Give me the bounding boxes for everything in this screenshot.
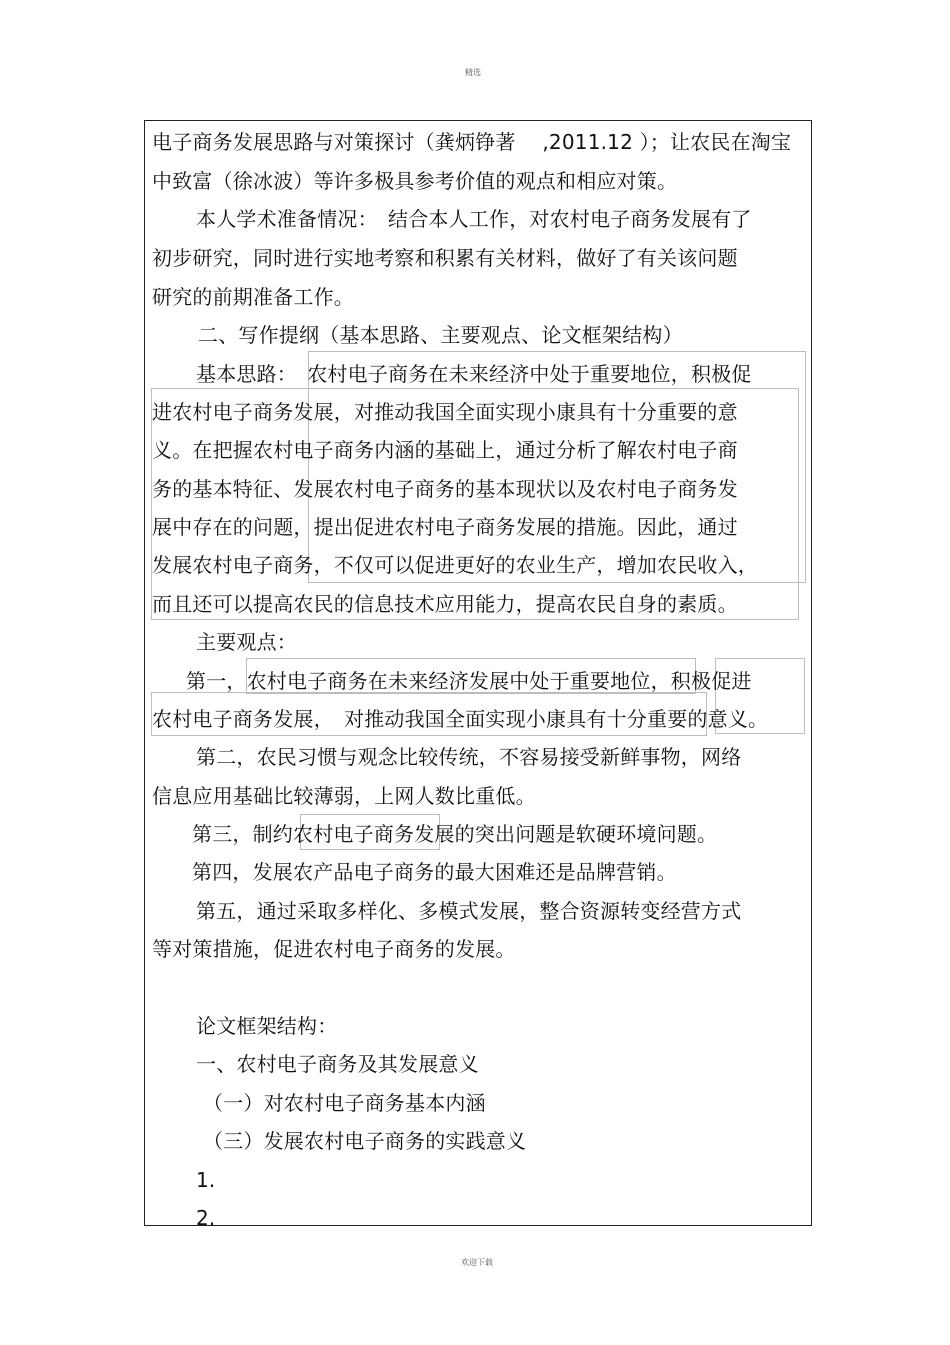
text-line: 农村电子商务发展， 对推动我国全面实现小康具有十分重要的意义。	[152, 707, 769, 731]
text-line: 论文框架结构：	[196, 1014, 338, 1038]
outline-item: （三）发展农村电子商务的实践意义	[203, 1129, 527, 1153]
text-line: 第三，制约农村电子商务发展的突出问题是软硬环境问题。	[192, 822, 718, 846]
text-line: 中致富（徐冰波）等许多极具参考价值的观点和相应对策。	[152, 169, 678, 193]
text-line: 务的基本特征、发展农村电子商务的基本现状以及农村电子商务发	[152, 477, 738, 501]
text-line: 研究的前期准备工作。	[152, 285, 354, 309]
text-line: 电子商务发展思路与对策探讨（龚炳铮著 ,2011.12 ）；让农民在淘宝	[152, 130, 792, 154]
page-footer-mark: 欢迎下载	[461, 1258, 493, 1267]
text-line: 进农村电子商务发展，对推动我国全面实现小康具有十分重要的意	[152, 400, 738, 424]
outline-item: （一）对农村电子商务基本内涵	[203, 1091, 486, 1115]
page-header-mark: 精选	[465, 68, 481, 77]
text-line: 展中存在的问题，提出促进农村电子商务发展的措施。因此，通过	[152, 515, 738, 539]
text-line: 第四，发展农产品电子商务的最大困难还是品牌营销。	[192, 860, 677, 884]
text-line: 发展农村电子商务，不仅可以促进更好的农业生产，增加农民收入，	[152, 553, 758, 577]
text-line: 信息应用基础比较薄弱，上网人数比重低。	[152, 784, 536, 808]
text-line: 等对策措施，促进农村电子商务的发展。	[152, 937, 516, 961]
text-line: 而且还可以提高农民的信息技术应用能力，提高农民自身的素质。	[152, 592, 738, 616]
section-heading: 二、写作提纲（基本思路、主要观点、论文框架结构）	[198, 323, 683, 347]
text-line: 第二，农民习惯与观念比较传统，不容易接受新鲜事物，网络	[196, 745, 742, 769]
outline-item: 2.	[196, 1206, 216, 1230]
text-line: 义。在把握农村电子商务内涵的基础上，通过分析了解农村电子商	[152, 438, 738, 462]
text-line: 基本思路： 农村电子商务在未来经济中处于重要地位，积极促	[196, 362, 752, 386]
outline-item: 1.	[196, 1168, 216, 1192]
text-line: 主要观点：	[196, 630, 297, 654]
text-line: 初步研究，同时进行实地考察和积累有关材料，做好了有关该问题	[152, 246, 738, 270]
text-line: 第五，通过采取多样化、多模式发展，整合资源转变经营方式	[196, 899, 742, 923]
text-line: 本人学术准备情况： 结合本人工作，对农村电子商务发展有了	[196, 207, 752, 231]
outline-item: 一、农村电子商务及其发展意义	[196, 1052, 479, 1076]
text-line: 第一，农村电子商务在未来经济发展中处于重要地位，积极促进	[186, 669, 752, 693]
